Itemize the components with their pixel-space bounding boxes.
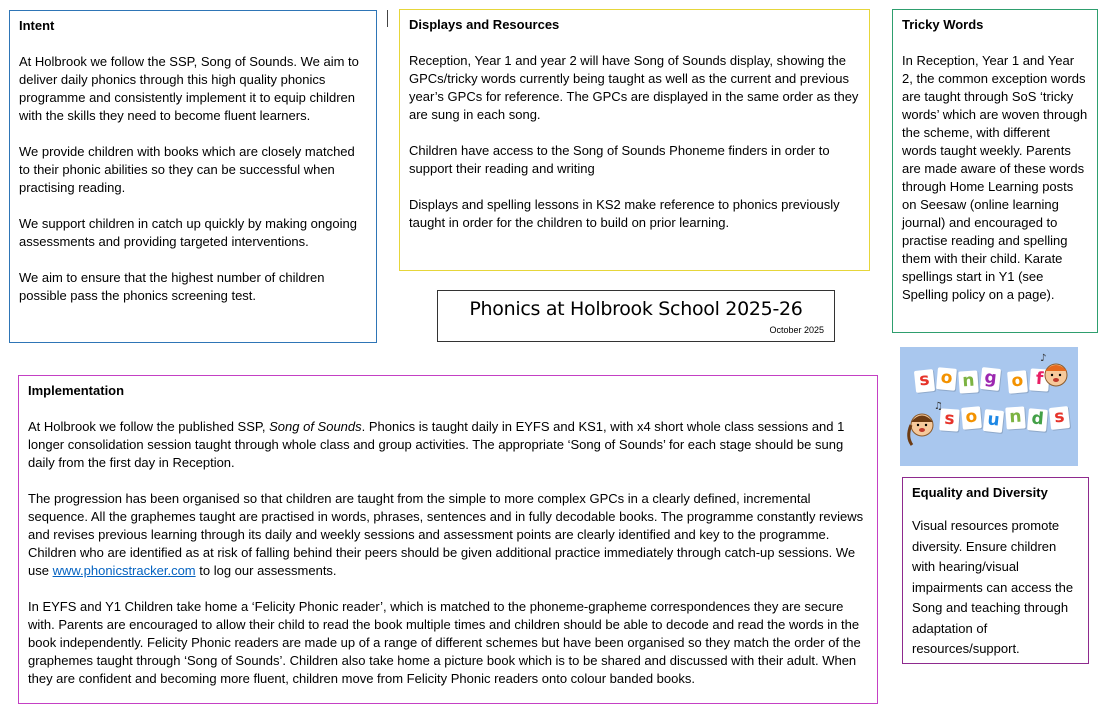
phonicstracker-link[interactable]: www.phonicstracker.com bbox=[52, 563, 196, 578]
logo-letter-tile: f bbox=[1029, 368, 1049, 391]
intent-paragraph: At Holbrook we follow the SSP, Song of Sounds. We aim to deliver daily phonics through this high quality phonics programme and consistently implement it to equip children with the skills they need to become fluent learners. bbox=[19, 54, 359, 123]
document-date: October 2025 bbox=[769, 325, 824, 335]
logo-letter-tile: s bbox=[939, 408, 959, 431]
text-cursor-line bbox=[387, 10, 388, 27]
tricky-words-panel bbox=[892, 9, 1098, 333]
boy-hair-icon bbox=[1045, 365, 1067, 371]
logo-letter-tile: u bbox=[983, 409, 1004, 433]
logo-letter-tile: d bbox=[1027, 408, 1048, 432]
document-title-box bbox=[437, 290, 835, 342]
equality-diversity-panel bbox=[902, 477, 1089, 664]
displays-heading: Displays and Resources bbox=[409, 17, 560, 32]
displays-paragraph: Displays and spelling lessons in KS2 make reference to phonics previously taught in order for the children to build on prior learning. bbox=[409, 197, 840, 230]
document-title: Phonics at Holbrook School 2025-26 bbox=[469, 298, 803, 320]
logo-letter-tile: g bbox=[980, 367, 1001, 391]
displays-paragraph: Reception, Year 1 and year 2 will have Song of Sounds display, showing the GPCs/tricky words currently being taught as well as the current and previous year’s GPCs for reference. The GPCs are displayed in the same order as they are sung in each song. bbox=[409, 53, 859, 122]
song-of-sounds-logo bbox=[900, 347, 1078, 466]
logo-letter-tile: s bbox=[1049, 406, 1070, 430]
scheme-name: Song of Sounds bbox=[269, 419, 362, 434]
logo-letter-tile: o bbox=[1007, 370, 1028, 394]
implementation-heading: Implementation bbox=[28, 383, 125, 398]
music-note-icon: ♫ bbox=[934, 401, 943, 412]
equality-heading: Equality and Diversity bbox=[912, 485, 1048, 500]
logo-children-illustration bbox=[900, 347, 1078, 466]
music-note-icon: ♪ bbox=[1040, 353, 1047, 364]
equality-text: Visual resources promote diversity. Ensure children with hearing/visual impairments can access the Song and teaching through adaptation of resources/support. bbox=[912, 518, 1074, 656]
implementation-paragraph-1: At Holbrook we follow the published SSP, Song of Sounds. Phonics is taught daily in EYFS and KS1, with x4 short whole class sessions and 1 longer consolidation session taught through whole class and group activities. The appropriate ‘Song of Sounds’ for each stage should be sung daily from the first day in Reception. bbox=[28, 419, 845, 470]
intent-panel bbox=[9, 10, 377, 343]
logo-letter-tile: s bbox=[914, 369, 935, 393]
tricky-heading: Tricky Words bbox=[902, 17, 984, 32]
tricky-text: In Reception, Year 1 and Year 2, the common exception words are taught through SoS ‘tricky words’ which are woven through the scheme, with different words taught weekly. Parents are made aware of these words through Home Learning posts on Seesaw (online learning journal) and encouraged to practise reading and spelling them with their child. Karate spellings start in Y1 (see Spelling policy on a page). bbox=[902, 53, 1088, 302]
implementation-paragraph-2: The progression has been organised so that children are taught from the simple to more complex GPCs in a clearly defined, incremental sequence. All the graphemes taught are practised in words, phrases, sentences and in fully decodable books. The programme constantly reviews and revises previous learning through its daily and weekly sessions and assessment points are clearly identified and key to the programme. Children who are identified as at risk of falling behind their peers should be given additional practice immediately through catch-up sessions. We use www.phonicstracker.com to log our assessments. bbox=[28, 491, 864, 578]
implementation-panel bbox=[18, 375, 878, 704]
implementation-paragraph-3: In EYFS and Y1 Children take home a ‘Felicity Phonic reader’, which is matched to the phoneme-grapheme correspondences they are secure with. Parents are encouraged to allow their child to read the book multiple times and children should be able to decode and read the words in the book independently. Felicity Phonic readers are made up of a range of different schemes but have been organised so they match the order of the graphemes taught through ‘Song of Sounds’. Children also take home a picture book which is to be shared and discussed with their adult. When they are confident and becoming more fluent, children move from Felicity Phonic readers onto colour banded books. bbox=[28, 599, 861, 686]
logo-letter-tile: n bbox=[1005, 406, 1025, 429]
logo-letter-tile: o bbox=[961, 406, 982, 430]
intent-paragraph: We aim to ensure that the highest number of children possible pass the phonics screening test. bbox=[19, 270, 325, 303]
intent-paragraph: We support children in catch up quickly by making ongoing assessments and providing targeted interventions. bbox=[19, 216, 357, 249]
intent-heading: Intent bbox=[19, 18, 55, 33]
displays-resources-panel bbox=[399, 9, 870, 271]
logo-letter-tile: o bbox=[936, 367, 957, 391]
displays-paragraph: Children have access to the Song of Sounds Phoneme finders in order to support their reading and writing bbox=[409, 143, 830, 176]
intent-paragraph: We provide children with books which are closely matched to their phonic abilities so they can be successful when practising reading. bbox=[19, 144, 355, 195]
logo-letter-tile: n bbox=[958, 370, 978, 393]
